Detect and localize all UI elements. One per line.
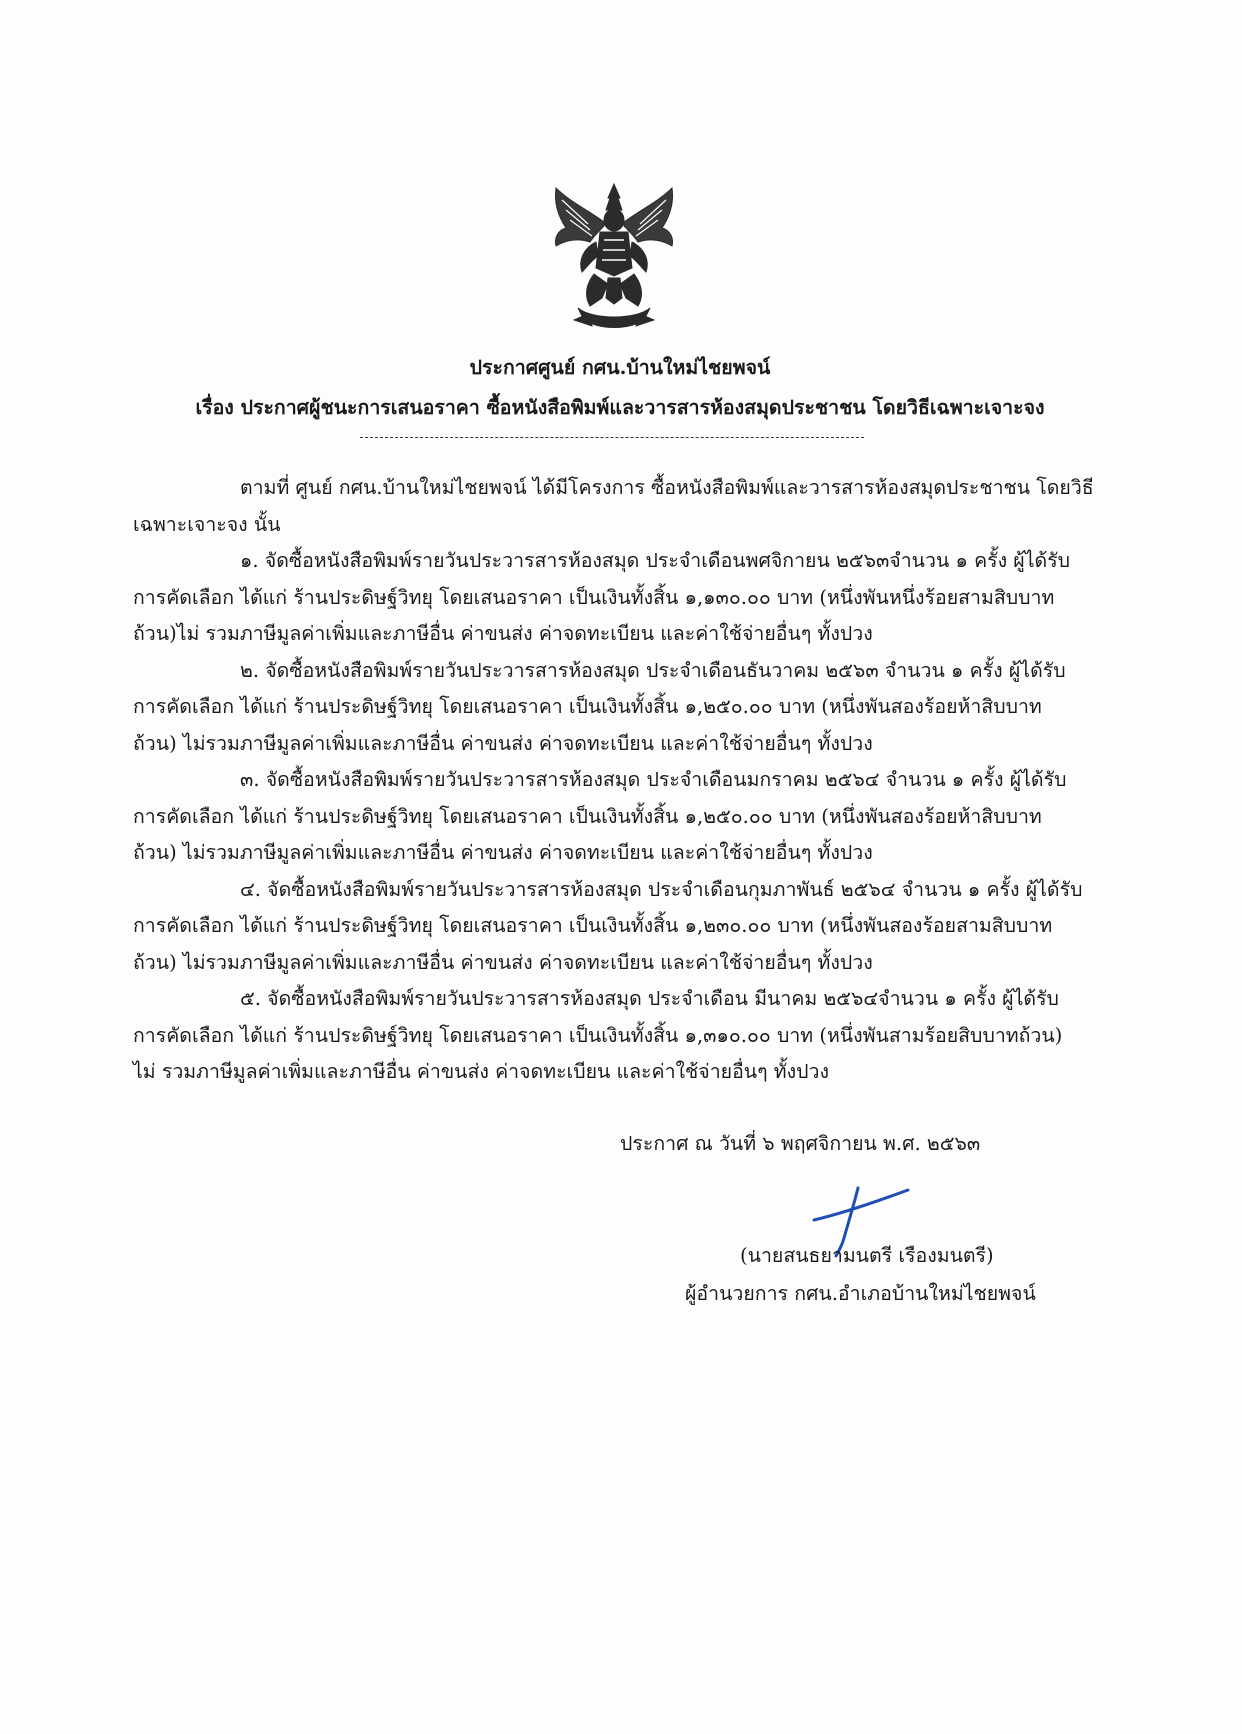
item-line: ถ้วน) ไม่รวมภาษีมูลค่าเพิ่มและภาษีอื่น ค่าขนส่ง ค่าจดทะเบียน และค่าใช้จ่ายอื่นๆ ทั้งปวง [133, 950, 873, 974]
signer-name: (นายสนธยามนตรี เรืองมนตรี) [740, 1244, 994, 1267]
item-line: การคัดเลือก ได้แก่ ร้านประดิษฐ์วิทยุ โดยเสนอราคา เป็นเงินทั้งสิ้น ๑,๑๓๐.๐๐ บาท (หนึ่งพันหนึ่งร้อยสามสิบบาท [133, 585, 1055, 609]
item-line: ถ้วน)ไม่ รวมภาษีมูลค่าเพิ่มและภาษีอื่น ค่าขนส่ง ค่าจดทะเบียน และค่าใช้จ่ายอื่นๆ ทั้งปวง [133, 622, 873, 645]
item-line: การคัดเลือก ได้แก่ ร้านประดิษฐ์วิทยุ โดยเสนอราคา เป็นเงินทั้งสิ้น ๑,๒๓๐.๐๐ บาท (หนึ่งพันสองร้อยสามสิบบาท [133, 914, 1053, 937]
announcement-body [133, 470, 1113, 1091]
item-line: ๒. จัดซื้อหนังสือพิมพ์รายวันประวารสารห้องสมุด ประจำเดือนธันวาคม ๒๕๖๓ จำนวน ๑ ครั้ง ผู้ได้รับ [240, 658, 1066, 682]
divider [360, 437, 864, 438]
item-line: การคัดเลือก ได้แก่ ร้านประดิษฐ์วิทยุ โดยเสนอราคา เป็นเงินทั้งสิ้น ๑,๒๕๐.๐๐ บาท (หนึ่งพันสองร้อยห้าสิบบาท [133, 804, 1042, 828]
item-line: การคัดเลือก ได้แก่ ร้านประดิษฐ์วิทยุ โดยเสนอราคา เป็นเงินทั้งสิ้น ๑,๒๕๐.๐๐ บาท (หนึ่งพันสองร้อยห้าสิบบาท [133, 695, 1042, 718]
item-line: ถ้วน) ไม่รวมภาษีมูลค่าเพิ่มและภาษีอื่น ค่าขนส่ง ค่าจดทะเบียน และค่าใช้จ่ายอื่นๆ ทั้งปวง [133, 841, 873, 864]
signer-title: ผู้อำนวยการ กศน.อำเภอบ้านใหม่ไชยพจน์ [685, 1282, 1036, 1305]
item-line: ๑. จัดซื้อหนังสือพิมพ์รายวันประวารสารห้องสมุด ประจำเดือนพศจิกายน ๒๕๖๓จำนวน ๑ ครั้ง ผู้ได้รับ [240, 549, 1071, 572]
announcement-subject: เรื่อง ประกาศผู้ชนะการเสนอราคา ซื้อหนังสือพิมพ์และวารสารห้องสมุดประชาชน โดยวิธีเฉพาะเจาะจง [195, 396, 1045, 419]
item-line: ๔. จัดซื้อหนังสือพิมพ์รายวันประวารสารห้องสมุด ประจำเดือนกุมภาพันธ์ ๒๕๖๔ จำนวน ๑ ครั้ง ผู้ได้รับ [240, 877, 1083, 901]
item-line: การคัดเลือก ได้แก่ ร้านประดิษฐ์วิทยุ โดยเสนอราคา เป็นเงินทั้งสิ้น ๑,๓๑๐.๐๐ บาท (หนึ่งพันสามร้อยสิบบาทถ้วน) [133, 1023, 1063, 1047]
announcement-date: ประกาศ ณ วันที่ ๖ พฤศจิกายน พ.ศ. ๒๕๖๓ [620, 1132, 981, 1155]
item-line: ๕. จัดซื้อหนังสือพิมพ์รายวันประวารสารห้องสมุด ประจำเดือน มีนาคม ๒๕๖๔จำนวน ๑ ครั้ง ผู้ได้รับ [240, 987, 1059, 1010]
intro-line: ตามที่ ศูนย์ กศน.บ้านใหม่ไชยพจน์ ได้มีโครงการ ซื้อหนังสือพิมพ์และวารสารห้องสมุดประชาชน โดยวิธี [240, 476, 1094, 499]
item-line: ๓. จัดซื้อหนังสือพิมพ์รายวันประวารสารห้องสมุด ประจำเดือนมกราคม ๒๕๖๔ จำนวน ๑ ครั้ง ผู้ได้รับ [240, 768, 1067, 791]
intro-line: เฉพาะเจาะจง นั้น [133, 512, 281, 536]
garuda-emblem-icon [548, 180, 680, 336]
item-line: ถ้วน) ไม่รวมภาษีมูลค่าเพิ่มและภาษีอื่น ค่าขนส่ง ค่าจดทะเบียน และค่าใช้จ่ายอื่นๆ ทั้งปวง [133, 731, 873, 755]
item-line: ไม่ รวมภาษีมูลค่าเพิ่มและภาษีอื่น ค่าขนส่ง ค่าจดทะเบียน และค่าใช้จ่ายอื่นๆ ทั้งปวง [133, 1060, 830, 1083]
announcement-title: ประกาศศูนย์ กศน.บ้านใหม่ไชยพจน์ [469, 356, 771, 379]
